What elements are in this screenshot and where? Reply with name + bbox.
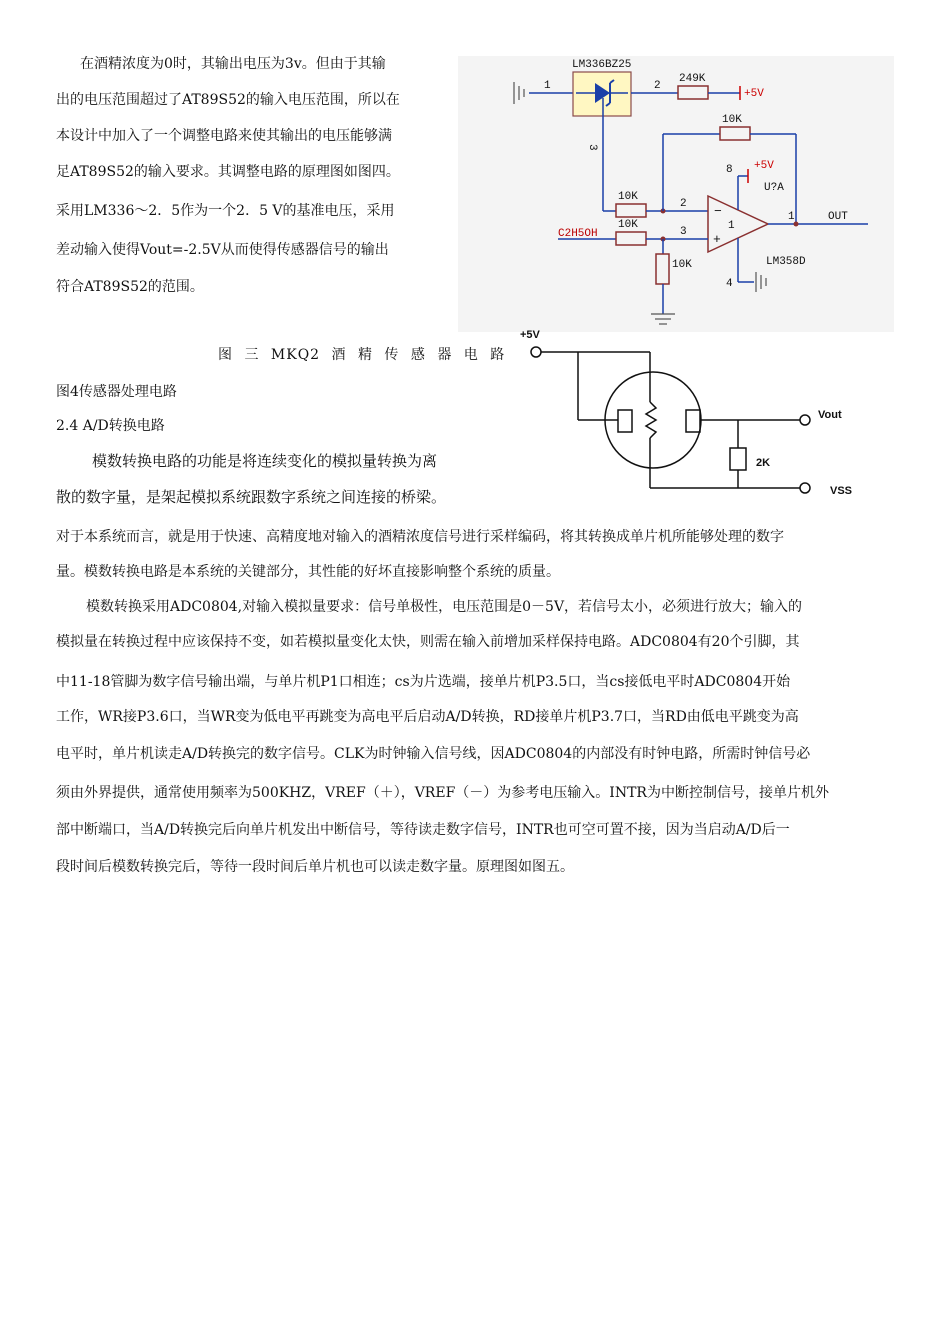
para2-line-3: 中11-18管脚为数字信号输出端，与单片机P1口相连；cs为片选端，接单片机P3.5口，当cs接低电平时ADC0804开始 — [56, 674, 791, 690]
para2-line-7: 部中断端口，当A/D转换完后向单片机发出中断信号，等待读走数字信号，INTR也可空可置不接，因为当启动A/D后一 — [56, 822, 790, 838]
sensor-electrode-right — [686, 410, 700, 432]
sensor-processing-circuit-figure — [458, 56, 894, 332]
opamp-unit-label: 1 — [728, 220, 735, 232]
opamp-pin8-label: 8 — [726, 164, 733, 176]
resistor-10k-feedback-label: 10K — [722, 114, 742, 126]
resistor-249k — [678, 86, 708, 99]
resistor-2k — [730, 448, 746, 470]
opamp-pin4-label: 4 — [726, 278, 733, 290]
chip-pin-1-label: 1 — [544, 80, 551, 92]
resistor-249k-label: 249K — [679, 73, 706, 85]
intro-line-4: 足AT89S52的输入要求。其调整电路的原理图如图四。 — [56, 164, 400, 180]
para1-line-3: 对于本系统而言，就是用于快速、高精度地对输入的酒精浓度信号进行采样编码，将其转换成单片机所能够处理的数字 — [56, 529, 784, 545]
supply-label: +5V — [520, 329, 540, 341]
vout-terminal — [800, 415, 810, 425]
vss-label: VSS — [830, 485, 853, 497]
opamp-in-minus-pin: 2 — [680, 198, 687, 210]
svg-text:+: + — [713, 232, 721, 247]
intro-line-3: 本设计中加入了一个调整电路来使其输出的电压能够满 — [56, 128, 392, 144]
figure-3-caption: 图 三 MKQ2 酒 精 传 感 器 电 路 — [218, 347, 506, 363]
figure-4-caption: 图4传感器处理电路 — [56, 384, 177, 400]
vplus-top-label: +5V — [744, 88, 764, 100]
resistor-10k-in1-label: 10K — [618, 191, 638, 203]
para2-line-2: 模拟量在转换过程中应该保持不变，如若模拟量变化太快，则需在输入前增加采样保持电路。ADC0804有20个引脚，其 — [56, 634, 800, 650]
resistor-10k-in2 — [616, 232, 646, 245]
para2-line-4: 工作，WR接P3.6口，当WR变为低电平再跳变为高电平后启动A/D转换，RD接单片机P3.7口，当RD由低电平跳变为高 — [56, 709, 799, 725]
out-label: OUT — [828, 211, 848, 223]
resistor-2k-label: 2K — [756, 457, 771, 469]
intro-line-7: 符合AT89S52的范围。 — [56, 279, 204, 295]
resistor-10k-ground-label: 10K — [672, 259, 692, 271]
para2-line-5: 电平时，单片机读走A/D转换完的数字信号。CLK为时钟输入信号线，因ADC0804的内部没有时钟电路，所需时钟信号必 — [56, 746, 811, 762]
para1-line-4: 量。模数转换电路是本系统的关键部分，其性能的好坏直接影响整个系统的质量。 — [56, 564, 560, 580]
chip-pin-2-label: 2 — [654, 80, 661, 92]
resistor-10k-feedback — [720, 127, 750, 140]
intro-line-1: 在酒精浓度为0时，其输出电压为3v。但由于其输 — [80, 56, 386, 72]
svg-text:−: − — [714, 204, 722, 219]
intro-line-6: 差动输入使得Vout=-2.5V从而使得传感器信号的输出 — [56, 242, 389, 258]
resistor-10k-ground — [656, 254, 669, 284]
resistor-10k-in1 — [616, 204, 646, 217]
opamp-pin1-label: 1 — [788, 211, 795, 223]
sensor-electrode-left — [618, 410, 632, 432]
para2-line-6: 须由外界提供，通常使用频率为500KHZ，VREF（＋），VREF（－）为参考电压输入。INTR为中断控制信号，接单片机外 — [56, 785, 829, 801]
heater-coil — [646, 402, 656, 438]
resistor-10k-in2-label: 10K — [618, 219, 638, 231]
chip-ref-label: LM336BZ25 — [572, 59, 632, 71]
supply-terminal — [531, 347, 541, 357]
mkq2-sensor-circuit-figure — [510, 322, 870, 508]
opamp-ref-label: U?A — [764, 182, 784, 194]
intro-line-2: 出的电压范围超过了AT89S52的输入电压范围，所以在 — [56, 92, 400, 108]
opamp-part-label: LM358D — [766, 256, 806, 268]
para2-line-1: 模数转换采用ADC0804,对输入模拟量要求：信号单极性，电压范围是0－5V，若信号太小，必须进行放大；输入的 — [86, 599, 803, 615]
c2h5oh-input-label: C2H5OH — [558, 228, 598, 240]
opamp-vplus-label: +5V — [754, 160, 774, 172]
section-heading: 2.4 A/D转换电路 — [56, 418, 165, 434]
intro-line-5: 采用LM336～2．5作为一个2．5 V的基准电压，采用 — [56, 203, 395, 219]
para2-line-8: 段时间后模数转换完后，等待一段时间后单片机也可以读走数字量。原理图如图五。 — [56, 859, 574, 875]
chip-pin-3-label: 3 — [586, 144, 598, 151]
opamp-in-plus-pin: 3 — [680, 226, 687, 238]
vss-terminal — [800, 483, 810, 493]
vout-label: Vout — [818, 409, 842, 421]
para1-line-1: 模数转换电路的功能是将连续变化的模拟量转换为离 — [92, 452, 438, 470]
para1-line-2: 散的数字量，是架起模拟系统跟数字系统之间连接的桥梁。 — [56, 488, 447, 506]
